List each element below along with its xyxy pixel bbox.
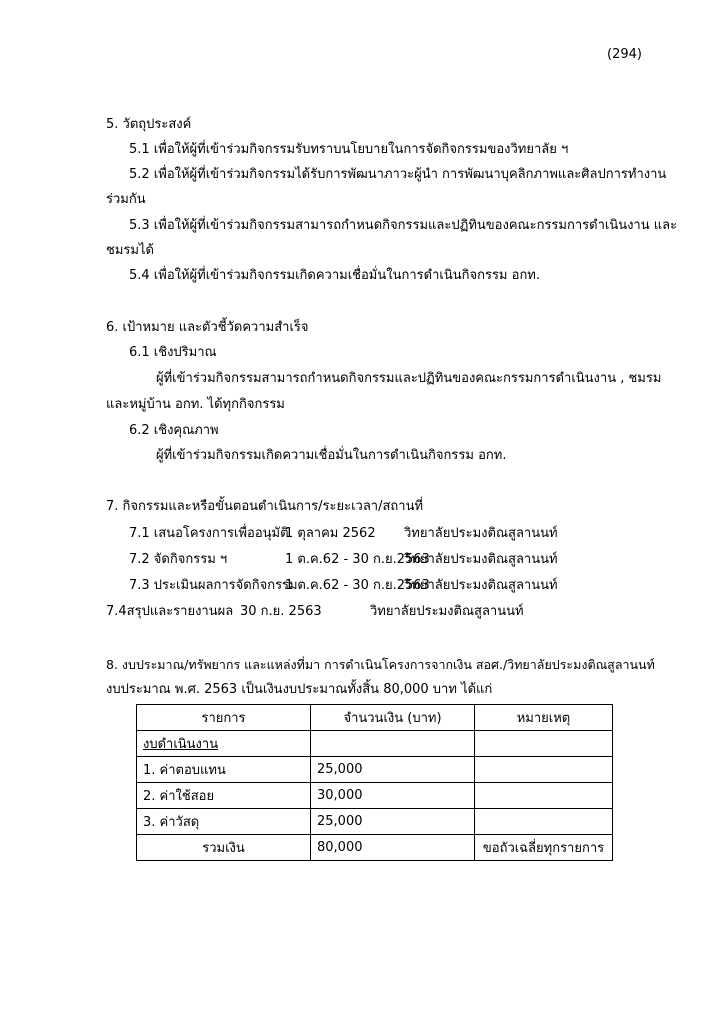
section-5-heading: 5. วัตถุประสงค์ [106,117,192,132]
budget-table [136,704,613,861]
total-note: ขอถัวเฉลี่ยทุกรายการ [475,835,613,861]
objective-5-3-cont: ชมรมได้ [106,243,154,258]
objective-5-1: 5.1 เพื่อให้ผู้ที่เข้าร่วมกิจกรรมรับทราบนโยบายในการจัดกิจกรรมของวิทยาลัย ฯ [129,142,569,157]
quantity-text: ผู้ที่เข้าร่วมกิจกรรมสามารถกำหนดกิจกรรมและปฏิทินของคณะกรรมการดำเนินงาน , ชมรม [156,371,662,386]
empty-cell [475,731,613,757]
total-amount: 80,000 [311,835,475,861]
item-note [475,783,613,809]
group-label [137,731,311,757]
section-7-heading: 7. กิจกรรมและหรือขั้นตอนดำเนินการ/ระยะเวลา/สถานที่ [106,499,424,514]
item-name: 2. ค่าใช้สอย [137,783,311,809]
table-row [137,757,613,783]
item-amount: 25,000 [311,757,475,783]
activity-name: 7.2 จัดกิจกรรม ฯ [129,552,228,567]
header-note: หมายเหตุ [475,705,613,731]
objective-5-4: 5.4 เพื่อให้ผู้ที่เข้าร่วมกิจกรรมเกิดความเชื่อมั่นในการดำเนินกิจกรรม อกท. [129,268,541,283]
activity-place: วิทยาลัยประมงติณสูลานนท์ [404,552,558,567]
empty-cell [311,731,475,757]
activity-place: วิทยาลัยประมงติณสูลานนท์ [370,604,524,619]
objective-5-2: 5.2 เพื่อให้ผู้ที่เข้าร่วมกิจกรรมได้รับการพัฒนาภาวะผู้นำ การพัฒนาบุคลิกภาพและศิลปการทำงาน [129,167,667,182]
activity-time: 1 ตุลาคม 2562 [285,526,376,541]
activity-name: 7.3 ประเมินผลการจัดกิจกรรม [129,578,298,593]
total-label: รวมเงิน [137,835,311,861]
table-header-row [137,705,613,731]
header-item: รายการ [137,705,311,731]
item-amount: 25,000 [311,809,475,835]
budget-summary: งบประมาณ พ.ศ. 2563 เป็นเงินงบประมาณทั้งสิ้น 80,000 บาท ได้แก่ [106,682,493,697]
objective-5-3: 5.3 เพื่อให้ผู้ที่เข้าร่วมกิจกรรมสามารถกำหนดกิจกรรมและปฏิทินของคณะกรรมการดำเนินงาน และ [129,218,678,233]
activity-time: 1 ต.ค.62 - 30 ก.ย.2563 [285,552,430,567]
table-row [137,783,613,809]
activity-place: วิทยาลัยประมงติณสูลานนท์ [404,578,558,593]
section-6-heading: 6. เป้าหมาย และตัวชี้วัดความสำเร็จ [106,320,309,335]
activity-time: 1 ต.ค.62 - 30 ก.ย.2563 [285,578,430,593]
activity-place: วิทยาลัยประมงติณสูลานนท์ [404,526,558,541]
item-name: 3. ค่าวัสดุ [137,809,311,835]
activity-time: 30 ก.ย. 2563 [240,604,322,619]
page-number: (294) [607,47,642,62]
objective-5-2-cont: ร่วมกัน [106,192,146,207]
group-label-text: งบดำเนินงาน [143,737,219,752]
item-name: 1. ค่าตอบแทน [137,757,311,783]
header-amount: จำนวนเงิน (บาท) [311,705,475,731]
table-row [137,731,613,757]
quantity-heading: 6.1 เชิงปริมาณ [129,345,217,360]
item-amount: 30,000 [311,783,475,809]
section-8-heading: 8. งบประมาณ/ทรัพยากร และแหล่งที่มา การดำเนินโครงการจากเงิน สอศ./วิทยาลัยประมงติณสูลานนท์ [106,657,655,672]
quality-text: ผู้ที่เข้าร่วมกิจกรรมเกิดความเชื่อมั่นในการดำเนินกิจกรรม อกท. [156,448,507,463]
table-row [137,809,613,835]
quantity-text-cont: และหมู่บ้าน อกท. ได้ทุกกิจกรรม [106,397,285,412]
activity-name: 7.4สรุปและรายงานผล [106,604,234,619]
total-row [137,835,613,861]
item-note [475,809,613,835]
activity-name: 7.1 เสนอโครงการเพื่ออนุมัติ [129,526,289,541]
item-note [475,757,613,783]
quality-heading: 6.2 เชิงคุณภาพ [129,423,219,438]
